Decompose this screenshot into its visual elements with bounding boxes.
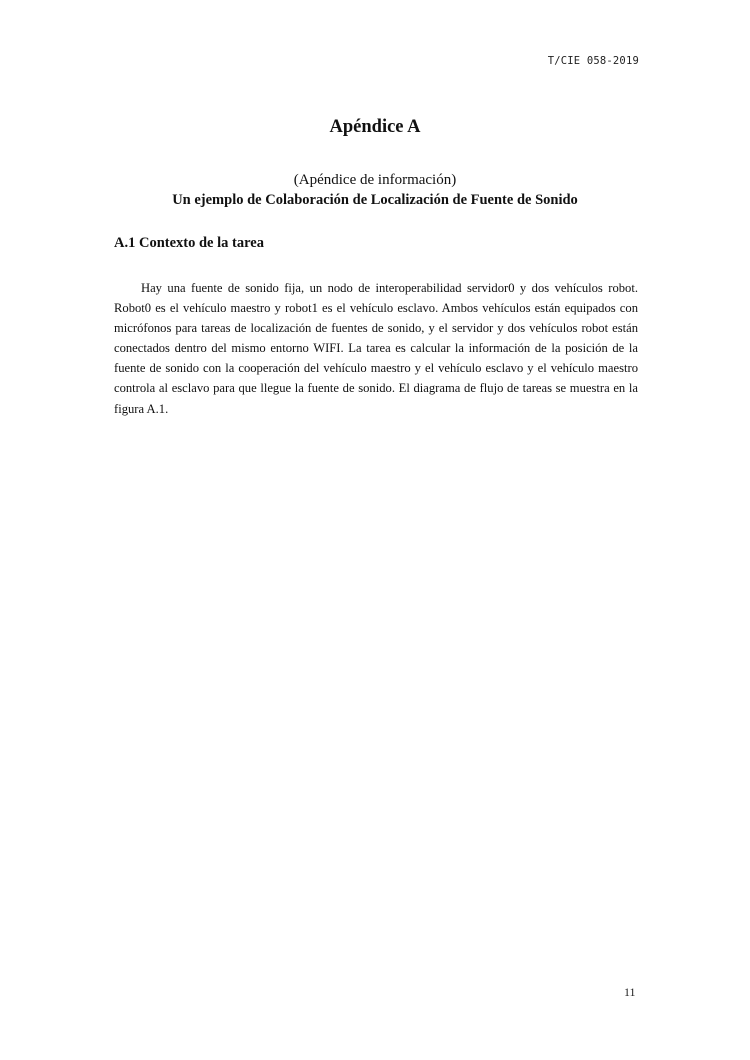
page-number: 11	[624, 985, 636, 999]
appendix-title: Apéndice A	[329, 117, 421, 137]
body-paragraph: Hay una fuente de sonido fija, un nodo de interoperabilidad servidor0 y dos vehículos robot. Robot0 es el vehículo maestro y robot1 es el vehículo esclavo. Ambos vehículos están equipados con micrófonos para tareas de localización de fuentes de sonido, y el servidor y dos vehículos robot están conectados dentro del mismo entorno WIFI. La tarea es calcular la información de la posición de la fuente de sonido con la cooperación del vehículo maestro y el vehículo esclavo y el vehículo maestro controla al esclavo para que llegue la fuente de sonido. El diagrama de flujo de tareas se muestra en la figura A.1.	[114, 281, 638, 416]
appendix-heading: Un ejemplo de Colaboración de Localización de Fuente de Sonido	[172, 192, 578, 208]
appendix-subtitle: (Apéndice de información)	[293, 172, 457, 188]
section-heading: A.1 Contexto de la tarea	[114, 235, 264, 251]
document-code-header: T/CIE 058-2019	[547, 55, 639, 67]
